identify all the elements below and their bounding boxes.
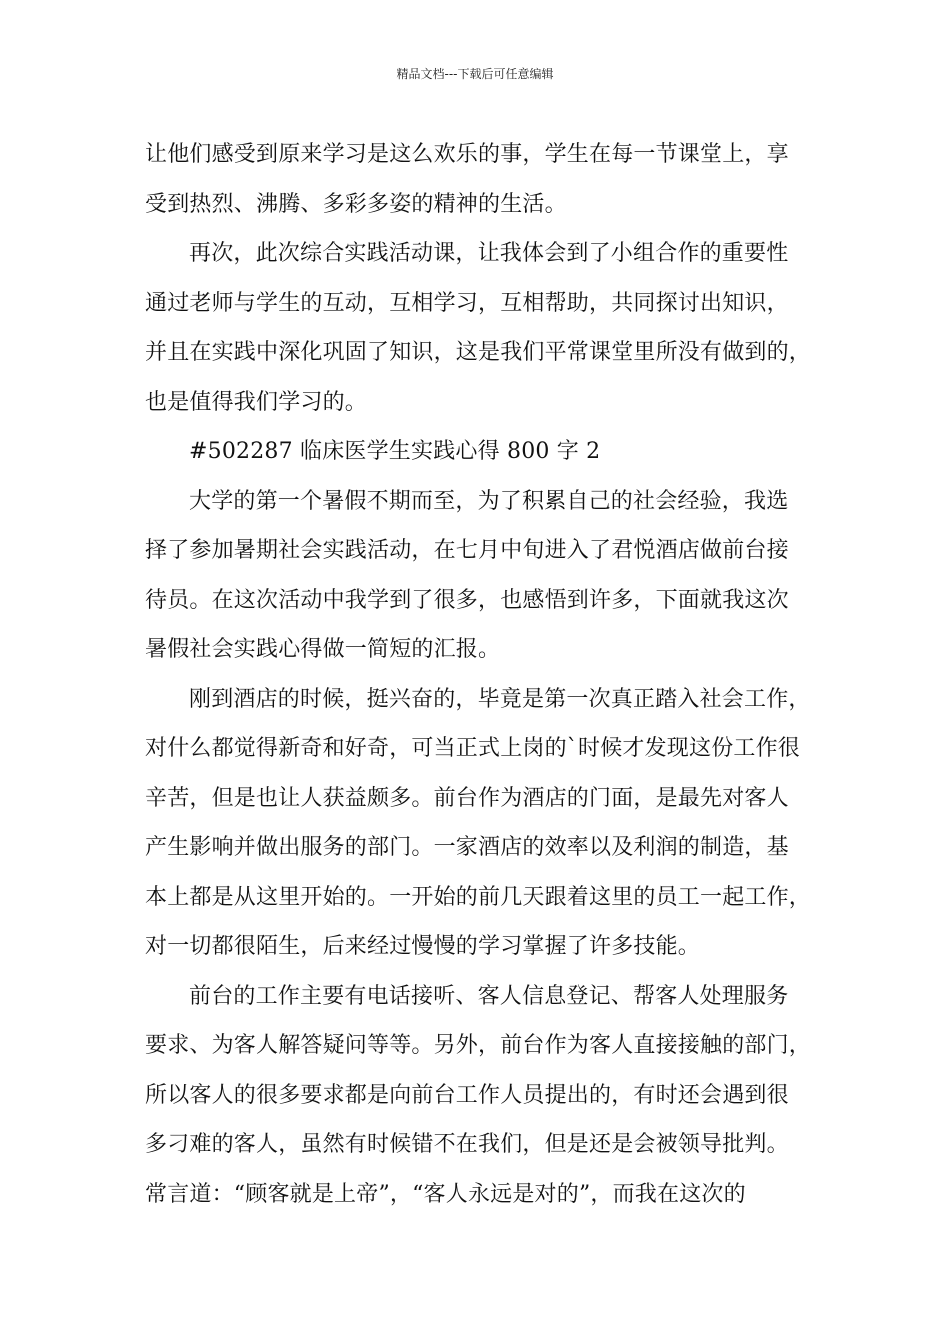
text-line: 本上都是从这里开始的。一开始的前几天跟着这里的员工一起工作，: [145, 884, 812, 910]
text-line: 前台的工作主要有电话接听、客人信息登记、帮客人处理服务: [189, 983, 789, 1009]
text-line: 并且在实践中深化巩固了知识，这是我们平常课堂里所没有做到的，: [145, 340, 812, 365]
text-line: 对什么都觉得新奇和好奇，可当正式上岗的`时候才发现这份工作很: [145, 736, 801, 761]
text-line: 刚到酒店的时候，挺兴奋的，毕竟是第一次真正踏入社会工作，: [189, 686, 811, 712]
section-heading: #502287 临床医学生实践心得 800 字 2: [189, 439, 601, 464]
text-line: 产生影响并做出服务的部门。一家酒店的效率以及利润的制造，基: [145, 835, 789, 860]
text-line: 要求、为客人解答疑问等等。另外，前台作为客人直接接触的部门，: [145, 1033, 812, 1058]
text-line: 大学的第一个暑假不期而至，为了积累自己的社会经验，我选: [189, 488, 789, 514]
text-line: 让他们感受到原来学习是这么欢乐的事，学生在每一节课堂上，享: [145, 142, 789, 167]
text-line: 所以客人的很多要求都是向前台工作人员提出的，有时还会遇到很: [145, 1082, 789, 1108]
text-line: 暑假社会实践心得做一简短的汇报。: [145, 637, 501, 662]
text-line: 受到热烈、沸腾、多彩多姿的精神的生活。: [145, 191, 567, 217]
document-body: [145, 130, 825, 1219]
text-line: 多刁难的客人，虽然有时候错不在我们，但是还是会被领导批判。: [145, 1132, 789, 1157]
text-line: 对一切都很陌生，后来经过慢慢的学习掌握了许多技能。: [145, 934, 701, 959]
text-line: 通过老师与学生的互动，互相学习，互相帮助，共同探讨出知识，: [145, 290, 789, 316]
text-line: 常言道：“顾客就是上帝”，“客人永远是对的”，而我在这次的: [145, 1181, 746, 1207]
text-line: 再次，此次综合实践活动课，让我体会到了小组合作的重要性: [189, 241, 789, 266]
text-line: 择了参加暑期社会实践活动，在七月中旬进入了君悦酒店做前台接: [145, 538, 789, 563]
text-line: 辛苦，但是也让人获益颇多。前台作为酒店的门面，是最先对客人: [145, 785, 789, 811]
text-line: 也是值得我们学习的。: [145, 389, 368, 415]
page-header: 精品文档---下载后可任意编辑: [396, 67, 554, 81]
text-line: 待员。在这次活动中我学到了很多，也感悟到许多，下面就我这次: [145, 587, 789, 613]
